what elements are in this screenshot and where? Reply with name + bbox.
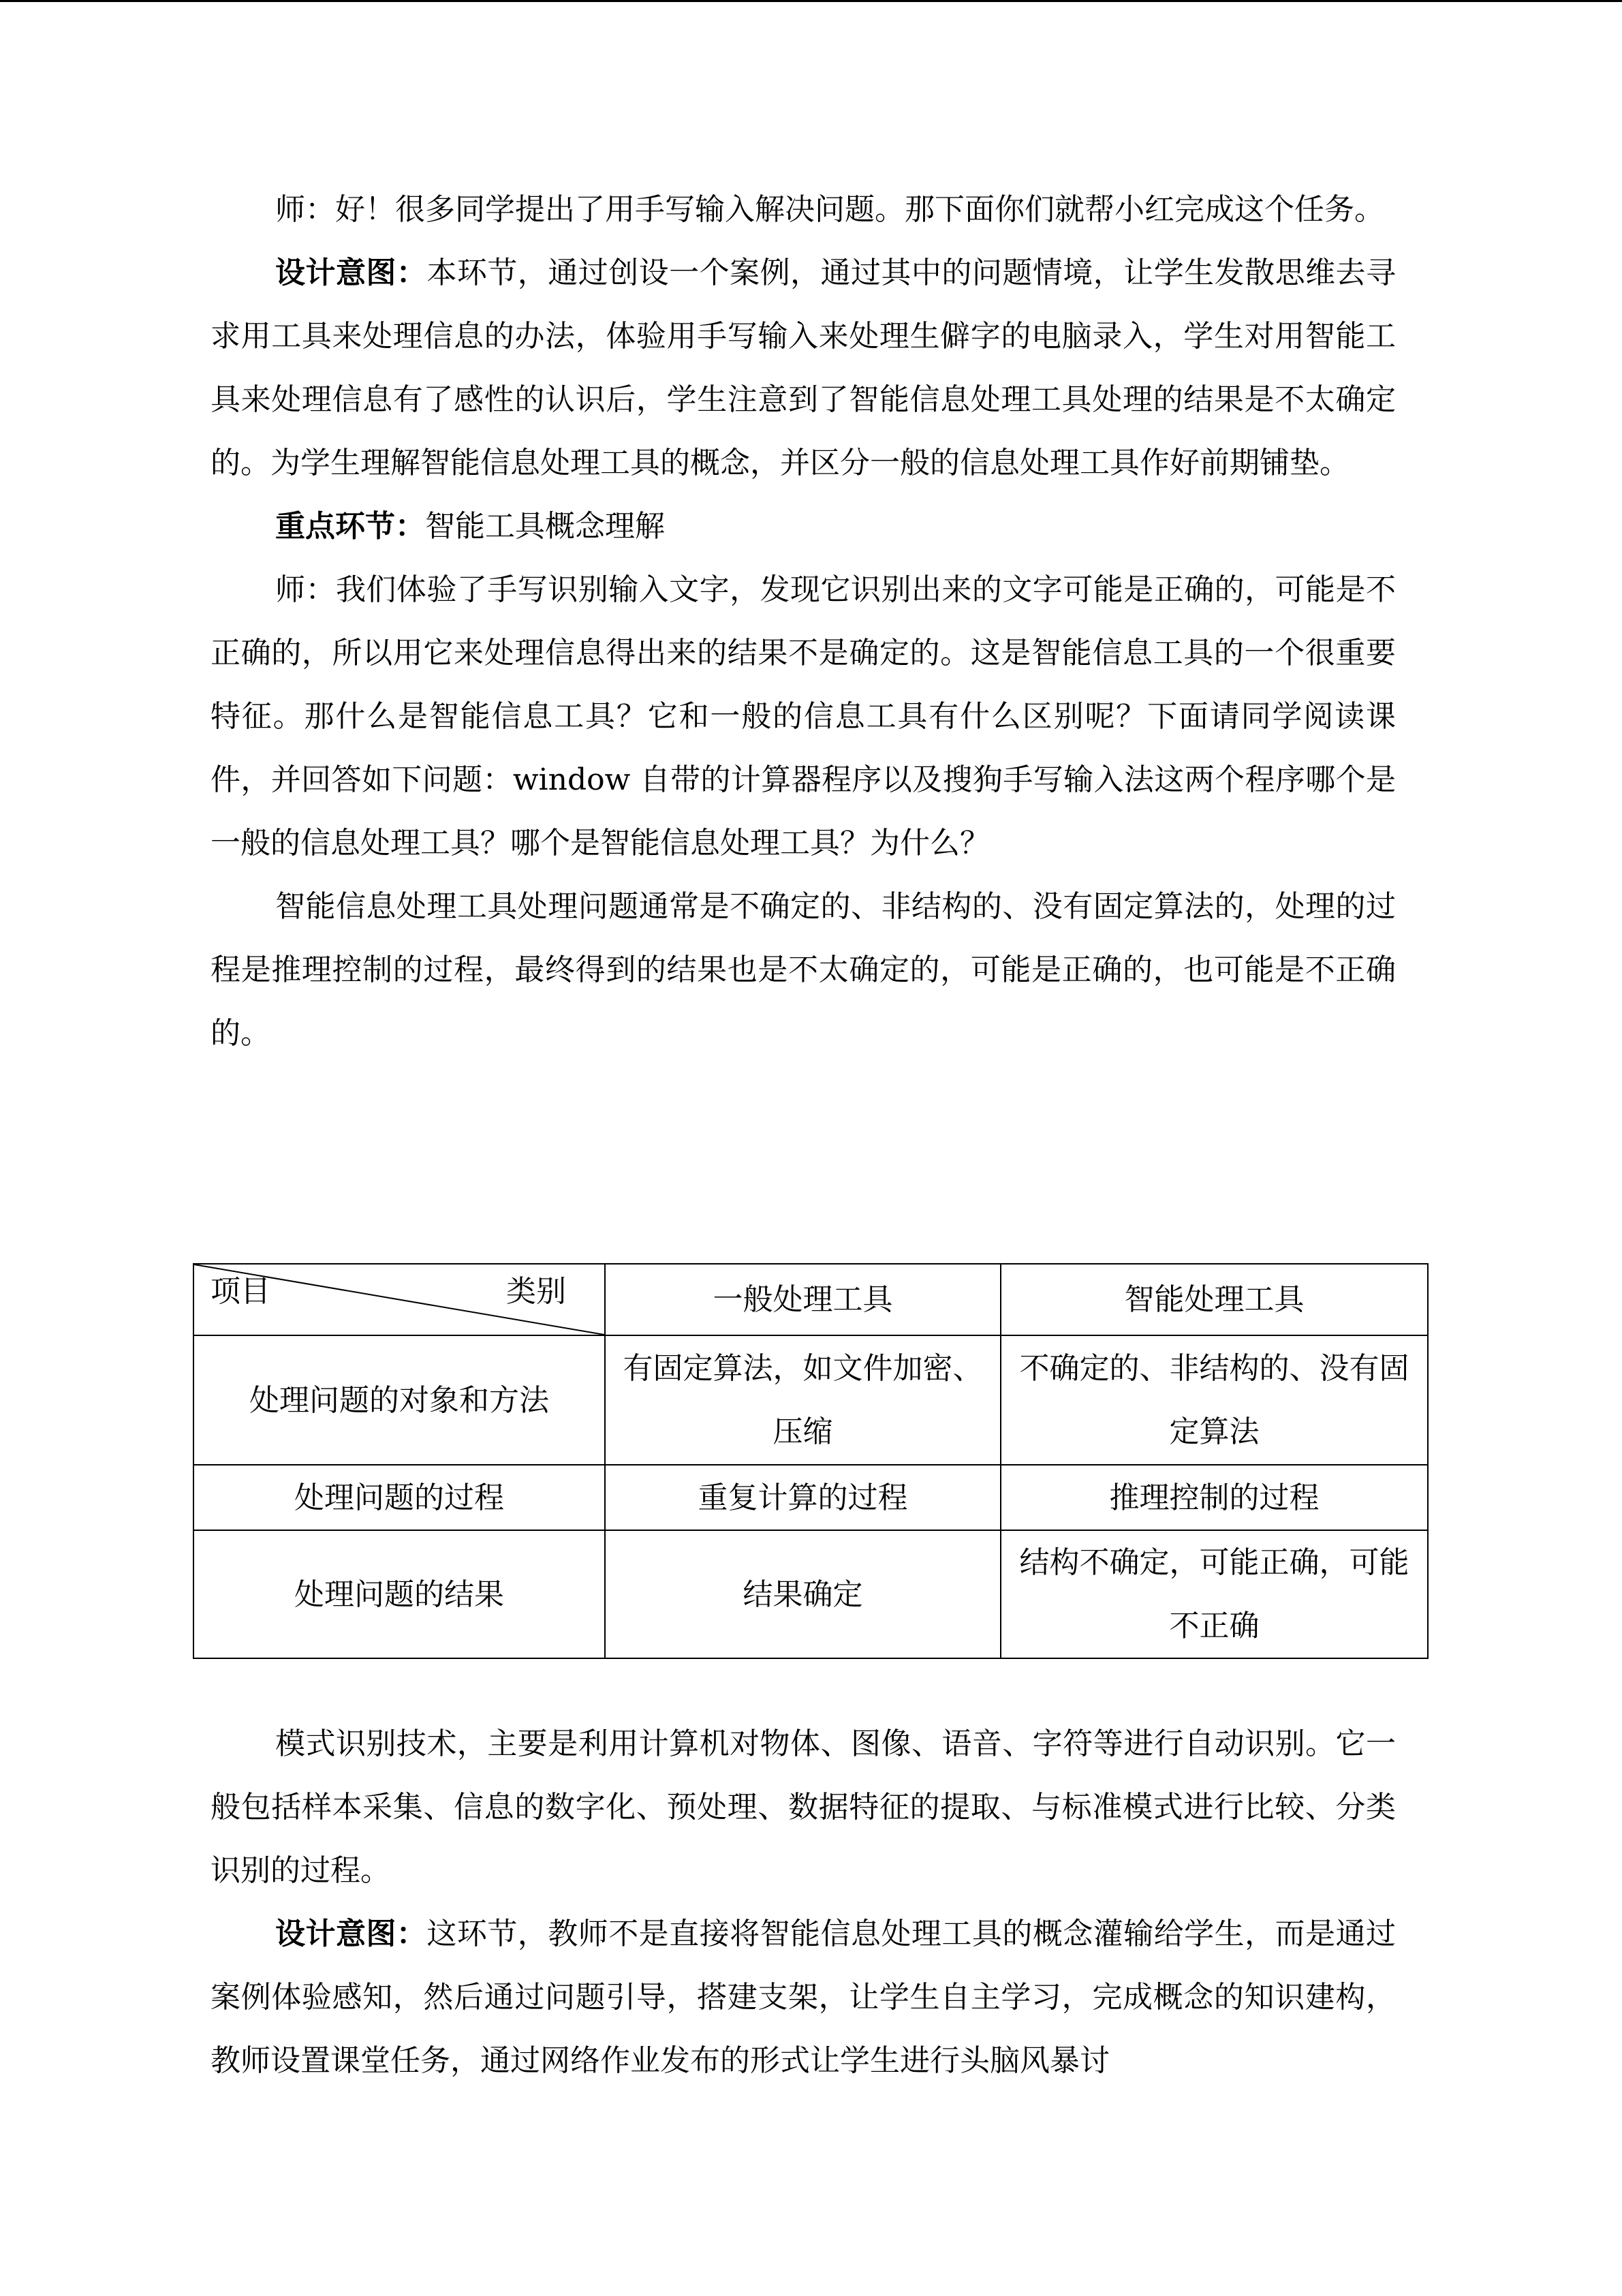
top-text-block [210, 178, 1396, 1065]
paragraph-text: 师：好！很多同学提出了用手写输入解决问题。那下面你们就帮小红完成这个任务。 [275, 192, 1384, 227]
table-row [193, 1530, 1428, 1658]
header-item-label: 项目 [210, 1274, 270, 1309]
table-cell-smart: 推理控制的过程 [1001, 1465, 1428, 1530]
paragraph-text: 模式识别技术，主要是利用计算机对物体、图像、语音、字符等进行自动识别。它一般包括样本采集、信息的数字化、预处理、数据特征的提取、与标准模式进行比较、分类识别的过程。 [210, 1726, 1396, 1888]
table-cell-general: 结果确定 [605, 1530, 1001, 1658]
header-smart-tools: 智能处理工具 [1001, 1264, 1428, 1335]
paragraph-text: 智能信息处理工具处理问题通常是不确定的、非结构的、没有固定算法的，处理的过程是推理控制的过程，最终得到的结果也是不太确定的，可能是正确的，也可能是不正确的。 [210, 889, 1396, 1051]
paragraph-text: 本环节，通过创设一个案例，通过其中的问题情境，让学生发散思维去寻求用工具来处理信息的办法，体验用手写输入来处理生僻字的电脑录入，学生对用智能工具来处理信息有了感性的认识后，学生注意到了智能信息处理工具处理的结果是不太确定的。为学生理解智能信息处理工具的概念，并区分一般的信息处理工具作好前期铺垫。 [210, 255, 1397, 480]
paragraph-design-intent-1 [210, 241, 1396, 495]
paragraph-text: 这环节，教师不是直接将智能信息处理工具的概念灌输给学生，而是通过案例体验感知，然后通过问题引导，搭建支架，让学生自主学习，完成概念的知识建构，教师设置课堂任务，通过网络作业发布的形式让学生进行头脑风暴讨 [210, 1917, 1397, 2078]
bottom-text-block [210, 1712, 1396, 2092]
paragraph-pattern-recognition [210, 1712, 1396, 1902]
table-cell-general: 重复计算的过程 [605, 1465, 1001, 1530]
table-cell-general: 有固定算法，如文件加密、压缩 [605, 1335, 1001, 1465]
header-category-label: 类别 [506, 1274, 566, 1309]
paragraph-design-intent-2 [210, 1902, 1396, 2092]
paragraph-smart-tool-definition [210, 875, 1396, 1065]
paragraph-teacher-task [210, 178, 1396, 241]
comparison-table [193, 1263, 1429, 1659]
paragraph-label: 设计意图： [275, 1917, 427, 1951]
diagonal-header-cell [193, 1264, 605, 1335]
paragraph-label: 设计意图： [275, 255, 427, 290]
table-cell-smart: 结构不确定，可能正确，可能不正确 [1001, 1530, 1428, 1658]
paragraph-text: 智能工具概念理解 [425, 509, 665, 544]
table-cell-item: 处理问题的对象和方法 [193, 1335, 605, 1465]
table-cell-smart: 不确定的、非结构的、没有固定算法 [1001, 1335, 1428, 1465]
table-cell-item: 处理问题的过程 [193, 1465, 605, 1530]
paragraph-label: 重点环节： [275, 509, 425, 544]
paragraph-key-section [210, 495, 1396, 558]
table-row [193, 1335, 1428, 1465]
table-cell-item: 处理问题的结果 [193, 1530, 605, 1658]
table-row [193, 1465, 1428, 1530]
paragraph-teacher-question [210, 558, 1396, 875]
table-header-row [193, 1264, 1428, 1335]
paragraph-text: 师：我们体验了手写识别输入文字，发现它识别出来的文字可能是正确的，可能是不正确的，所以用它来处理信息得出来的结果不是确定的。这是智能信息工具的一个很重要特征。那什么是智能信息工具？它和一般的信息工具有什么区别呢？下面请同学阅读课件，并回答如下问题：window 自带的计算器程序以及搜狗手写输入法这两个程序哪个是一般的信息处理工具？哪个是智能信息处理工具？为什么？ [210, 572, 1396, 860]
header-general-tools: 一般处理工具 [605, 1264, 1001, 1335]
